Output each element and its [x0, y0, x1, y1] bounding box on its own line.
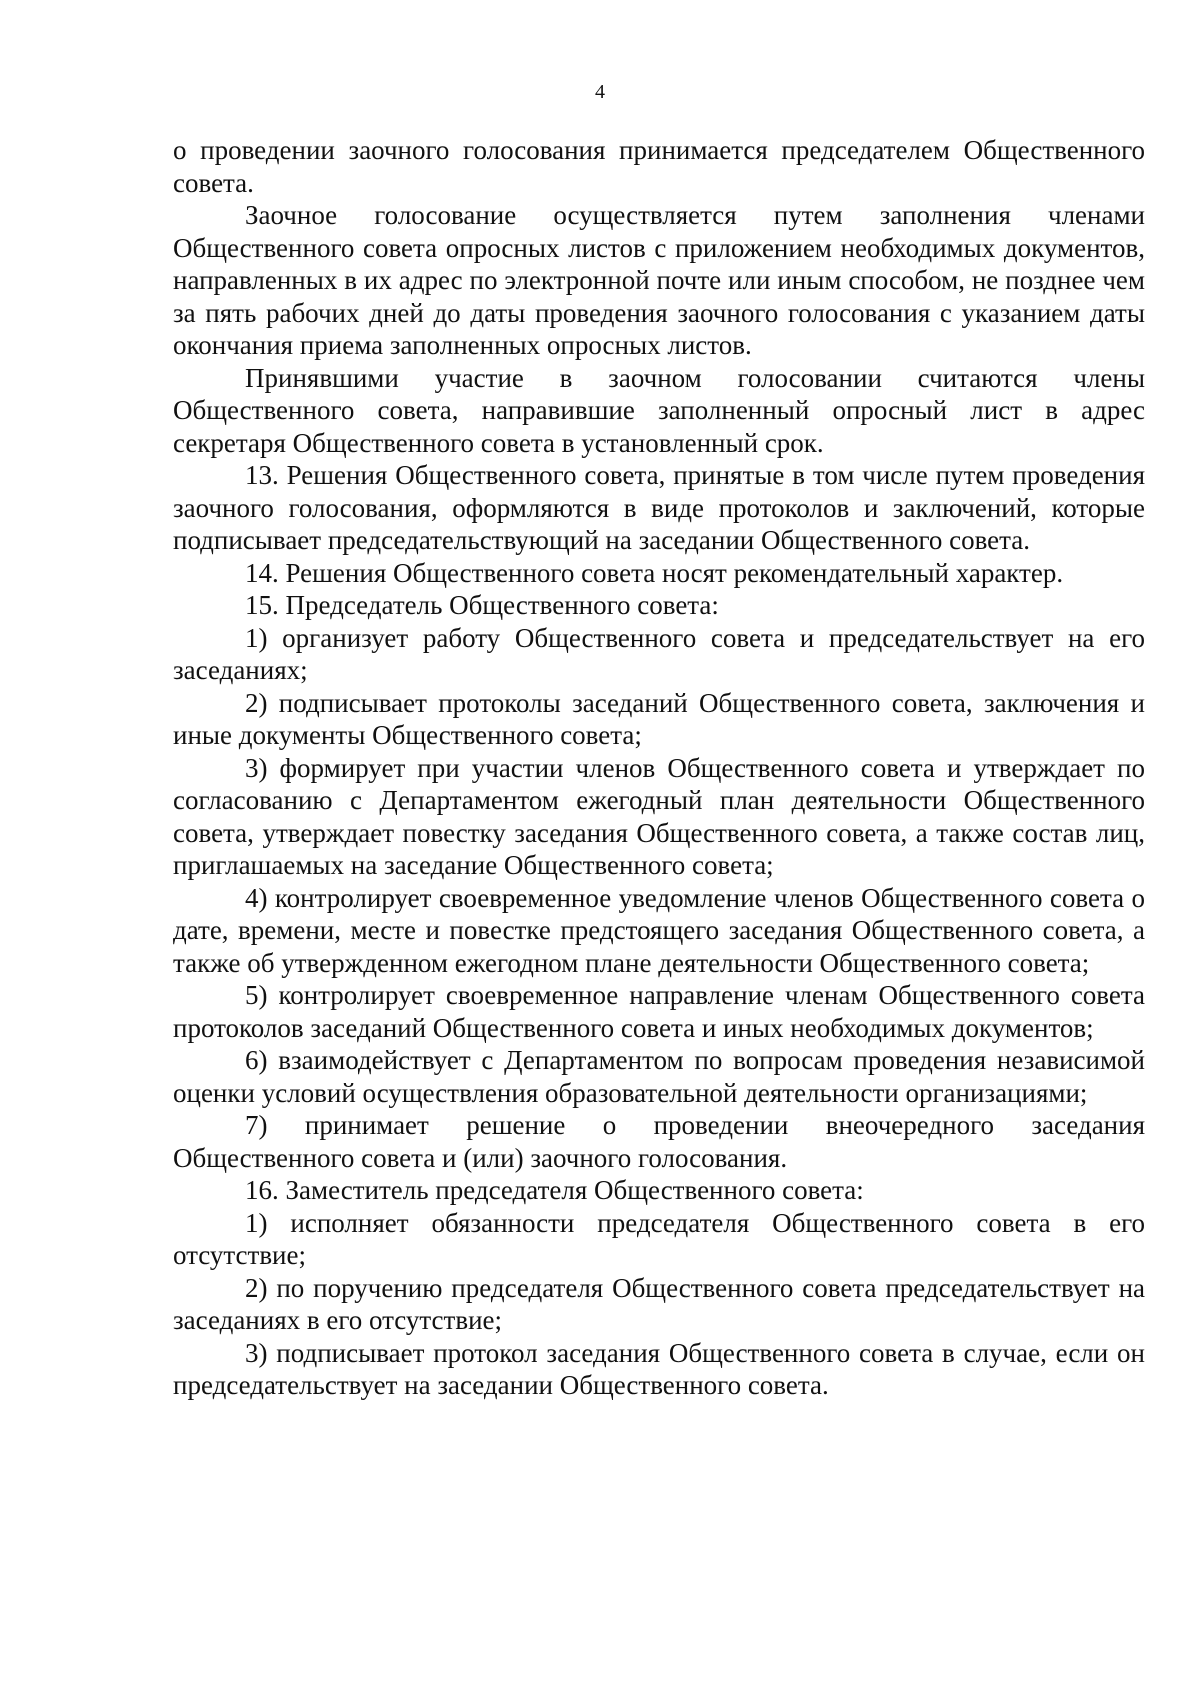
- paragraph: 1) организует работу Общественного совета и председательствует на его заседаниях;: [173, 622, 1145, 685]
- paragraph: Принявшими участие в заочном голосовании считаются члены Общественного совета, направившие заполненный опросный лист в адрес секретаря Общественного совета в установленный срок.: [173, 362, 1145, 458]
- page-number: 4: [595, 81, 605, 103]
- paragraph: 7) принимает решение о проведении внеочередного заседания Общественного совета и (или) заочного голосования.: [173, 1110, 1145, 1173]
- paragraph: 5) контролирует своевременное направление членам Общественного совета протоколов заседаний Общественного совета и иных необходимых документов;: [173, 980, 1145, 1043]
- paragraph: 2) по поручению председателя Общественного совета председательствует на заседаниях в его отсутствие;: [173, 1272, 1145, 1335]
- paragraph: 15. Председатель Общественного совета:: [245, 590, 719, 620]
- paragraph: 3) подписывает протокол заседания Общественного совета в случае, если он председательствует на заседании Общественного совета.: [173, 1337, 1145, 1400]
- paragraph: 1) исполняет обязанности председателя Общественного совета в его отсутствие;: [173, 1207, 1145, 1270]
- paragraph: о проведении заочного голосования принимается председателем Общественного совета.: [173, 135, 1145, 198]
- paragraph: 3) формирует при участии членов Общественного совета и утверждает по согласованию с Департаментом ежегодный план деятельности Общественного совета, утверждает повестку заседания Общественного совета, а также состав лиц, приглашаемых на заседание Общественного совета;: [173, 752, 1145, 880]
- paragraph: 13. Решения Общественного совета, принятые в том числе путем проведения заочного голосования, оформляются в виде протоколов и заключений, которые подписывает председательствующий на заседании Общественного совета.: [173, 460, 1145, 555]
- paragraph: Заочное голосование осуществляется путем заполнения членами Общественного совета опросных листов с приложением необходимых документов, направленных в их адрес по электронной почте или иным способом, не позднее чем за пять рабочих дней до даты проведения заочного голосования с указанием даты окончания приема заполненных опросных листов.: [173, 200, 1145, 360]
- paragraph: 14. Решения Общественного совета носят рекомендательный характер.: [245, 557, 1064, 588]
- paragraph: 4) контролирует своевременное уведомление членов Общественного совета о дате, времени, месте и повестке предстоящего заседания Общественного совета, а также об утвержденном ежегодном плане деятельности Общественного совета;: [173, 882, 1145, 978]
- document-body: [173, 134, 1145, 1402]
- paragraph: 16. Заместитель председателя Общественного совета:: [245, 1175, 864, 1205]
- paragraph: 2) подписывает протоколы заседаний Общественного совета, заключения и иные документы Общественного совета;: [173, 687, 1145, 750]
- paragraph: 6) взаимодействует с Департаментом по вопросам проведения независимой оценки условий осуществления образовательной деятельности организациями;: [173, 1045, 1145, 1108]
